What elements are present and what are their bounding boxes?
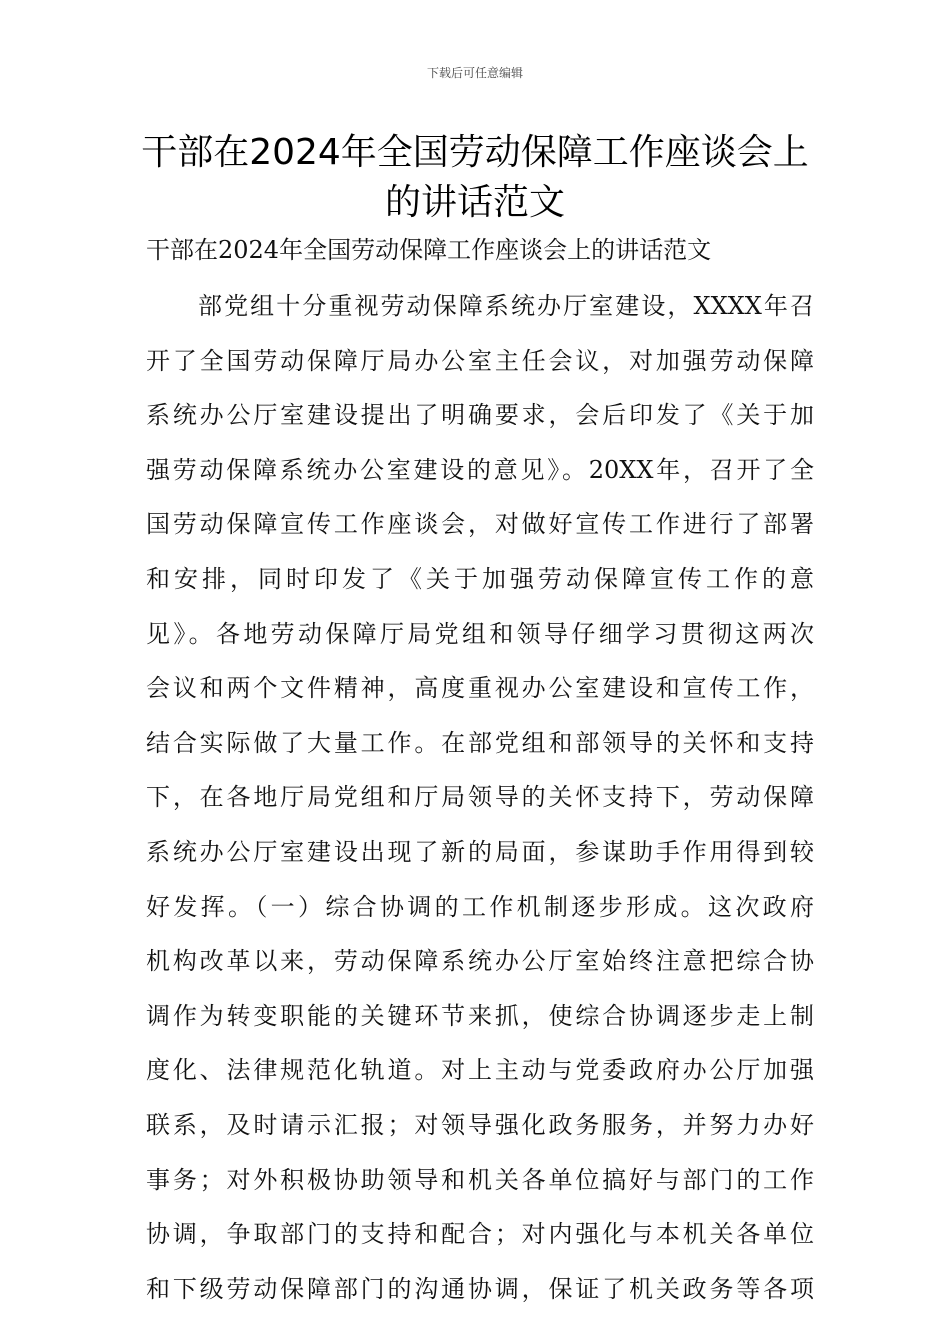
body-line: 开了全国劳动保障厅局办公室主任会议，对加强劳动保障 <box>146 346 814 375</box>
body-line: 联系，及时请示汇报；对领导强化政务服务，并努力办好 <box>146 1110 814 1139</box>
body-line: 调作为转变职能的关键环节来抓，使综合协调逐步走上制 <box>146 1001 814 1030</box>
body-line: 协调，争取部门的支持和配合；对内强化与本机关各单位 <box>146 1220 814 1249</box>
body-line: 会议和两个文件精神，高度重视办公室建设和宣传工作， <box>146 674 814 703</box>
body-line: 事务；对外积极协助领导和机关各单位搞好与部门的工作 <box>146 1165 814 1194</box>
body-line: 部党组十分重视劳动保障系统办厅室建设，XXXX年召 <box>198 292 814 320</box>
body-line: 系统办公厅室建设出现了新的局面，参谋助手作用得到较 <box>146 837 814 866</box>
body-paragraph <box>146 279 814 1316</box>
body-line: 好发挥。（一）综合协调的工作机制逐步形成。这次政府 <box>146 892 814 921</box>
body-line: 国劳动保障宣传工作座谈会，对做好宣传工作进行了部署 <box>146 510 814 539</box>
body-line: 度化、法律规范化轨道。对上主动与党委政府办公厅加强 <box>146 1056 814 1085</box>
body-line: 下，在各地厅局党组和厅局领导的关怀支持下，劳动保障 <box>146 783 814 812</box>
title-line: 的讲话范文 <box>384 182 565 223</box>
document-title <box>120 128 830 228</box>
body-line: 和下级劳动保障部门的沟通协调，保证了机关政务等各项 <box>146 1274 814 1303</box>
body-line: 见》。各地劳动保障厅局党组和领导仔细学习贯彻这两次 <box>146 619 814 648</box>
body-line: 和安排，同时印发了《关于加强劳动保障宣传工作的意 <box>146 564 814 593</box>
document-subtitle: 干部在2024年全国劳动保障工作座谈会上的讲话范文 <box>146 236 712 264</box>
header-note: 下载后可任意编辑 <box>426 66 523 80</box>
body-line: 机构改革以来，劳动保障系统办公厅室始终注意把综合协 <box>146 947 814 976</box>
body-line: 系统办公厅室建设提出了明确要求，会后印发了《关于加 <box>146 401 814 430</box>
body-line: 结合实际做了大量工作。在部党组和部领导的关怀和支持 <box>146 728 814 757</box>
title-line: 干部在2024年全国劳动保障工作座谈会上 <box>141 132 809 173</box>
body-line: 强劳动保障系统办公室建设的意见》。20XX年，召开了全 <box>146 455 814 484</box>
